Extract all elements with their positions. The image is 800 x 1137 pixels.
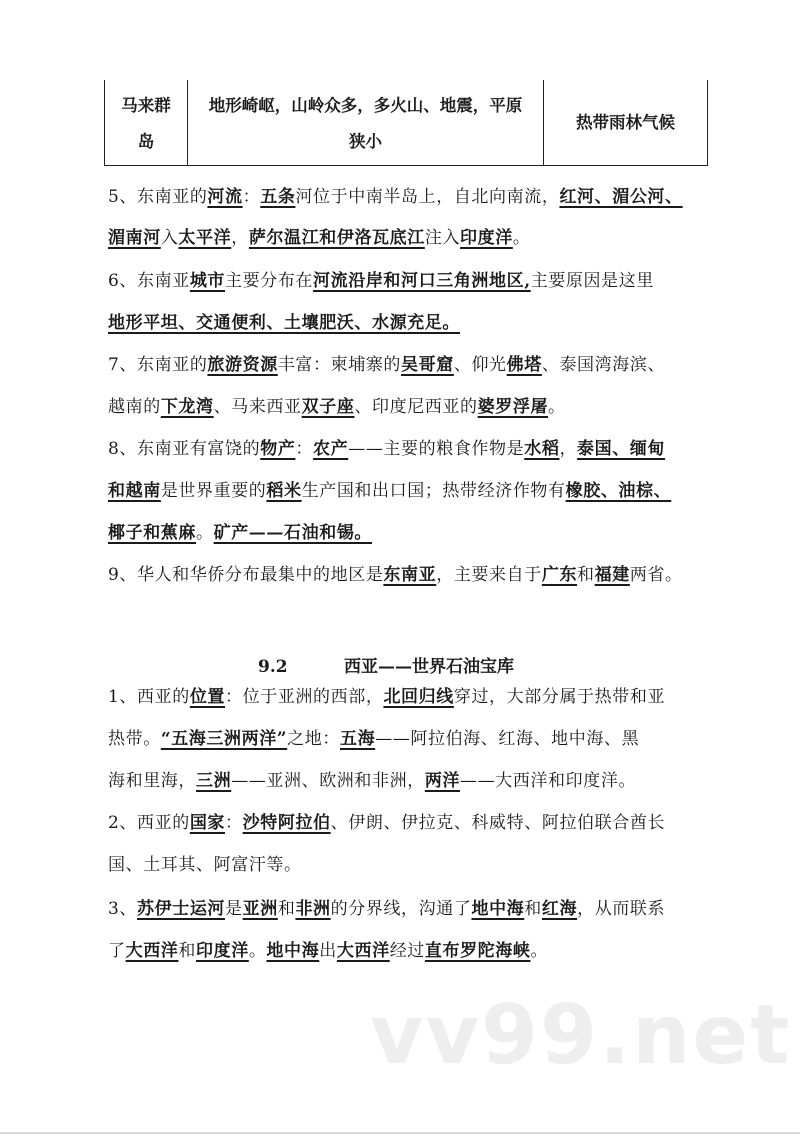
highlighted-term: 红河、湄公河、 <box>559 187 683 207</box>
text-segment: ——阿拉伯海、红海、地中海、黑 <box>375 729 640 749</box>
text-segment: 是 <box>225 899 243 919</box>
region-cell-line: 马来群 <box>121 95 171 115</box>
text-segment: 入 <box>160 228 179 248</box>
text-line <box>108 724 708 749</box>
highlighted-term: 矿产——石油和锡。 <box>213 523 373 543</box>
page-bottom-edge <box>0 1132 800 1134</box>
region-cell-line: 岛 <box>137 131 155 151</box>
text-line <box>108 682 708 707</box>
highlighted-term: 物产 <box>260 439 296 459</box>
highlighted-term: 直布罗陀海峡 <box>424 941 531 961</box>
highlighted-term: 红海 <box>541 899 578 919</box>
text-line <box>108 182 708 207</box>
text-segment: 7、东南亚的 <box>108 355 208 375</box>
text-line <box>108 223 708 248</box>
text-line <box>108 392 708 417</box>
text-segment: 、泰国湾海滨、 <box>541 355 666 375</box>
highlighted-term: 两洋 <box>424 771 461 791</box>
highlighted-term: 和越南 <box>108 481 161 501</box>
text-segment: 主要分布在 <box>225 271 314 291</box>
highlighted-term: 农产 <box>313 439 349 459</box>
text-segment: 8、东南亚有富饶的 <box>108 439 261 459</box>
highlighted-term: 稻米 <box>266 481 302 501</box>
highlighted-term: 佛塔 <box>506 355 542 375</box>
highlighted-term: 广东 <box>541 565 578 585</box>
text-segment: ——主要的粮食作物是 <box>348 439 525 459</box>
text-segment: 2、西亚的 <box>108 813 190 833</box>
highlighted-term: 福建 <box>594 565 630 585</box>
text-segment: 是世界重要的 <box>160 481 267 501</box>
highlighted-term: 双子座 <box>301 397 355 417</box>
text-segment: 和 <box>524 899 542 919</box>
text-line <box>108 476 708 501</box>
text-segment: 两省。 <box>629 565 683 585</box>
text-segment: ： <box>242 187 261 207</box>
region-table-fragment <box>104 80 708 166</box>
text-segment: 生产国和出口国；热带经济作物有 <box>301 481 566 501</box>
highlighted-term: 太平洋 <box>178 228 232 248</box>
text-segment: 主要原因是这里 <box>530 271 654 291</box>
highlighted-term: 城市 <box>189 271 226 291</box>
watermark: vv99.net <box>370 988 792 1083</box>
highlighted-term: 大西洋 <box>336 941 390 961</box>
highlighted-term: 泰国、缅甸 <box>577 439 666 459</box>
text-segment: 。 <box>248 941 267 961</box>
highlighted-term: 地中海 <box>266 941 320 961</box>
text-segment: 海和里海， <box>108 771 196 791</box>
text-segment: 河位于中南半岛上，自北向南流， <box>295 187 560 207</box>
text-line <box>108 936 708 961</box>
text-segment: 的分界线，沟通了 <box>330 899 472 919</box>
text-segment: 。 <box>196 523 214 543</box>
highlighted-term: 地中海 <box>471 899 525 919</box>
text-segment: 、马来西亚 <box>213 397 302 417</box>
highlighted-term: 吴哥窟 <box>401 355 454 375</box>
text-segment: 穿过，大部分属于热带和亚 <box>453 687 666 707</box>
text-segment: 之地： <box>287 729 340 749</box>
highlighted-term: 亚洲 <box>242 899 278 919</box>
highlighted-term: 国家 <box>189 813 226 833</box>
text-segment: 5、东南亚的 <box>108 187 208 207</box>
highlighted-term: 位置 <box>189 687 226 707</box>
text-segment: 和 <box>277 899 296 919</box>
text-line <box>108 350 708 375</box>
text-segment: 1、西亚的 <box>108 687 190 707</box>
highlighted-term: 苏伊士运河 <box>137 899 226 919</box>
text-line <box>108 560 708 585</box>
text-segment: ， <box>231 228 249 248</box>
table-row <box>105 80 708 166</box>
text-line <box>108 518 708 543</box>
terrain-cell-line: 狭小 <box>349 131 382 151</box>
text-segment: 、仰光 <box>453 355 507 375</box>
text-segment: ，从而联系 <box>577 899 666 919</box>
section-title: 西亚——世界石油宝库 <box>344 657 514 677</box>
text-segment: 热带。 <box>108 729 161 749</box>
highlighted-term: 婆罗浮屠 <box>477 397 549 417</box>
highlighted-term: 北回归线 <box>383 687 454 707</box>
text-segment: 越南的 <box>108 397 161 417</box>
text-segment: 6、东南亚 <box>108 271 190 291</box>
section-heading <box>258 652 618 677</box>
highlighted-term: 非洲 <box>295 899 331 919</box>
highlighted-term: 印度洋 <box>460 228 513 248</box>
highlighted-term: 水稻 <box>524 439 560 459</box>
text-line <box>108 766 708 791</box>
highlighted-term: 地形平坦、交通便利、土壤肥沃、水源充足。 <box>108 313 460 333</box>
highlighted-term: 旅游资源 <box>207 355 278 375</box>
text-segment: 出 <box>319 941 337 961</box>
climate-cell-text: 热带雨林气候 <box>576 112 675 132</box>
text-segment: 3、 <box>108 899 138 919</box>
text-segment: ——亚洲、欧洲和非洲， <box>231 771 425 791</box>
highlighted-term: 东南亚 <box>383 565 437 585</box>
text-segment: 。 <box>548 397 566 417</box>
highlighted-term: 三洲 <box>196 771 232 791</box>
text-segment: ——大西洋和印度洋。 <box>460 771 637 791</box>
highlighted-term: 河流沿岸和河口三角洲地区, <box>313 271 531 291</box>
terrain-cell-line: 地形崎岖，山岭众多，多火山、地震，平原 <box>208 95 523 115</box>
text-segment: 、伊朗、伊拉克、科威特、阿拉伯联合酋长 <box>330 813 666 833</box>
highlighted-term: 萨尔温江和伊洛瓦底江 <box>248 228 425 248</box>
text-segment: ： <box>225 813 243 833</box>
text-line <box>108 894 708 919</box>
highlighted-term: 印度洋 <box>196 941 249 961</box>
text-segment: 丰富：柬埔寨的 <box>277 355 402 375</box>
text-line <box>108 308 708 333</box>
text-segment: ，主要来自于 <box>436 565 542 585</box>
text-segment: ： <box>295 439 314 459</box>
text-segment: 9、华人和华侨分布最集中的地区是 <box>108 565 384 585</box>
text-line <box>108 808 708 833</box>
highlighted-term: 五海 <box>339 729 376 749</box>
highlighted-term: 椰子和蕉麻 <box>108 523 196 543</box>
text-segment: ， <box>559 439 578 459</box>
text-line <box>108 434 708 459</box>
section-number: 9.2 <box>258 657 288 677</box>
terrain-cell <box>188 80 544 166</box>
text-segment: 经过 <box>389 941 425 961</box>
text-segment: 。 <box>512 228 531 248</box>
text-segment: 注入 <box>424 228 461 248</box>
text-segment: ：位于亚洲的西部， <box>225 687 384 707</box>
region-cell <box>105 80 188 166</box>
highlighted-term: 河流 <box>207 187 243 207</box>
climate-cell <box>544 80 708 166</box>
highlighted-term: 下龙湾 <box>160 397 214 417</box>
text-segment: 。 <box>530 941 549 961</box>
text-segment: 了 <box>108 941 126 961</box>
text-line <box>108 266 708 291</box>
highlighted-term: 沙特阿拉伯 <box>242 813 331 833</box>
highlighted-term: 湄南河 <box>108 228 161 248</box>
text-segment: 国、土耳其、阿富汗等。 <box>108 855 302 875</box>
highlighted-term: 橡胶、油棕、 <box>565 481 672 501</box>
highlighted-term: 大西洋 <box>125 941 179 961</box>
highlighted-term: “五海三洲两洋” <box>160 729 288 749</box>
text-segment: 、印度尼西亚的 <box>354 397 478 417</box>
highlighted-term: 五条 <box>260 187 296 207</box>
text-segment: 和 <box>577 565 595 585</box>
text-line <box>108 850 708 875</box>
text-segment: 和 <box>178 941 197 961</box>
